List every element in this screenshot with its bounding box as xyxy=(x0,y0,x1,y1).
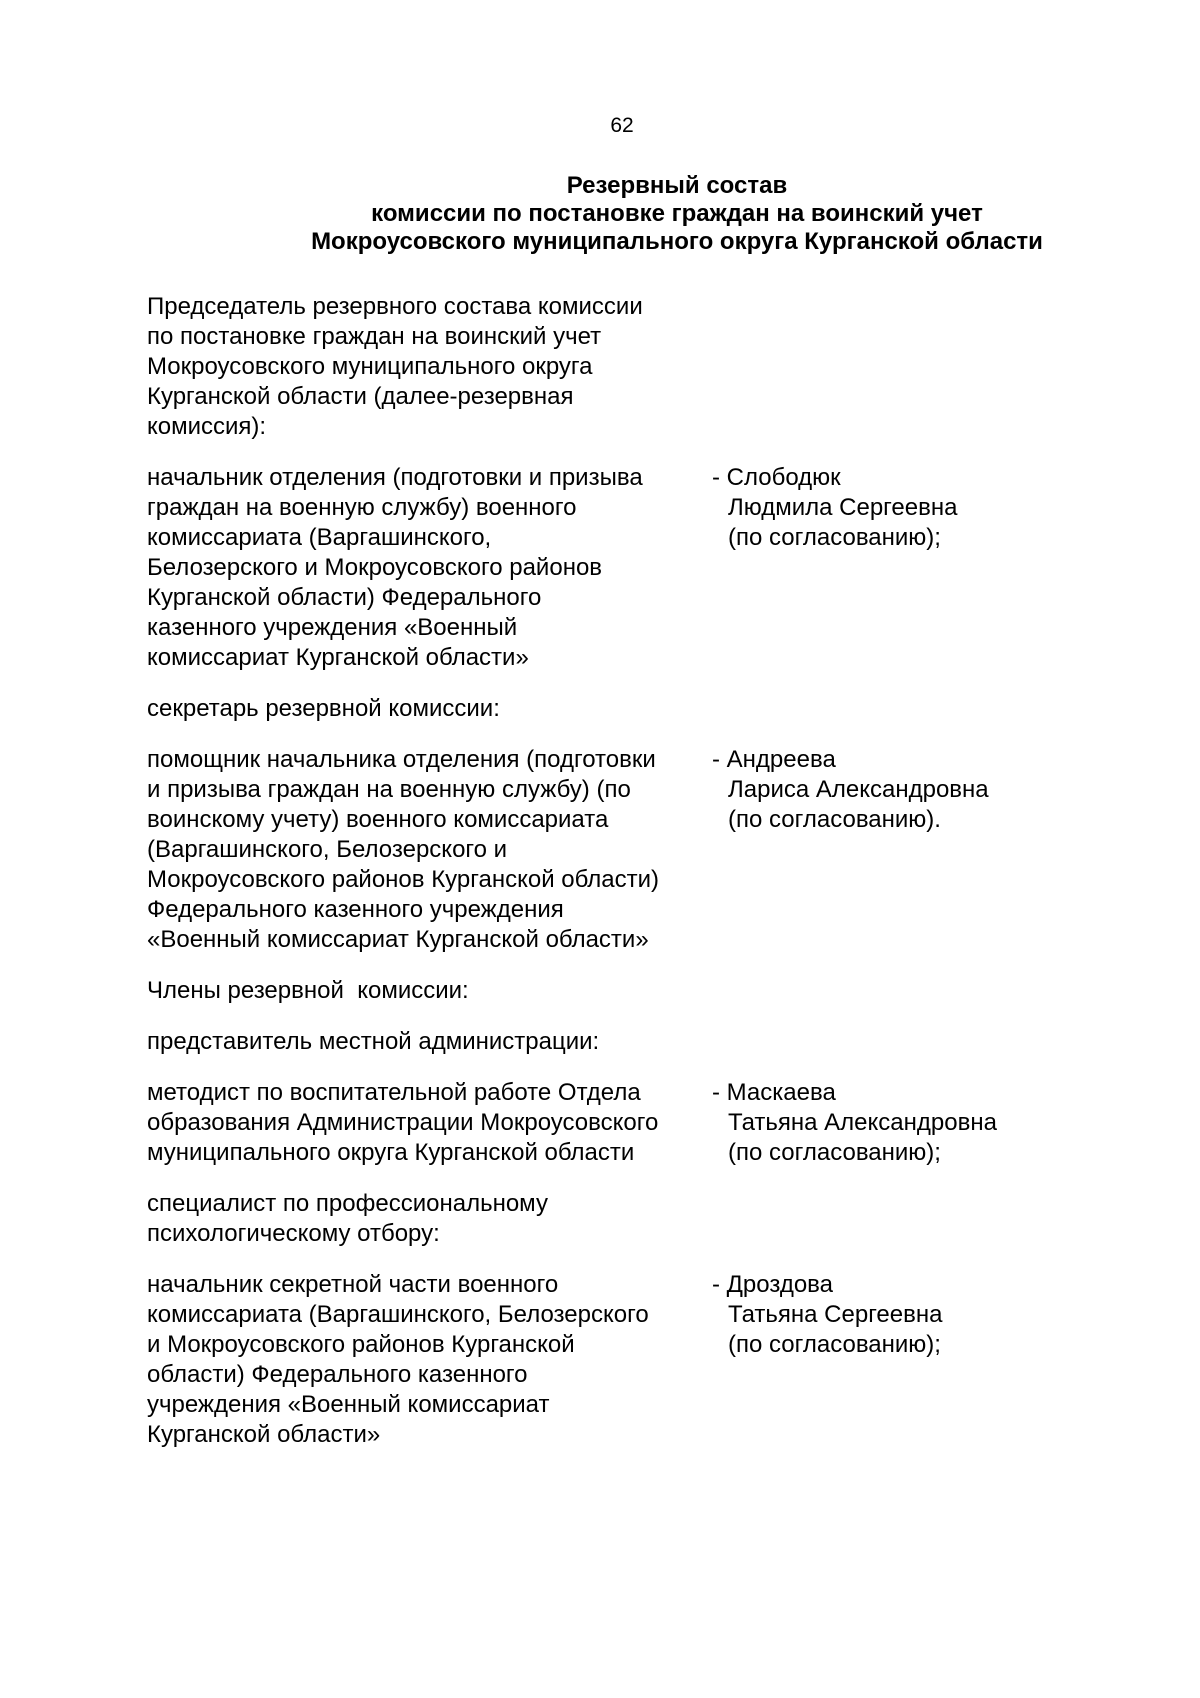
member-person xyxy=(712,1270,1047,1450)
person-surname: - Слободюк xyxy=(712,464,841,491)
person-name: Татьяна Сергеевна xyxy=(728,1301,943,1328)
person-name: Лариса Александровна xyxy=(728,776,989,803)
title-line: комиссии по постановке граждан на воинский учет xyxy=(371,200,983,227)
person-note: (по согласованию); xyxy=(728,1139,941,1166)
text-line: учреждения «Военный комиссариат xyxy=(147,1391,550,1418)
text-line: муниципального округа Курганской области xyxy=(147,1139,635,1166)
text-line: комиссия): xyxy=(147,413,267,440)
secretary-role xyxy=(147,745,712,955)
chairman-heading xyxy=(147,292,1047,442)
secretary-entry xyxy=(147,745,1047,955)
text-line: методист по воспитательной работе Отдела xyxy=(147,1079,641,1106)
secretary-heading: секретарь резервной комиссии: xyxy=(147,695,500,722)
text-line: Курганской области (далее-резервная xyxy=(147,383,574,410)
chairman-person xyxy=(712,463,1047,673)
person-surname: - Маскаева xyxy=(712,1079,836,1106)
chairman-entry xyxy=(147,463,1047,673)
person-name: Татьяна Александровна xyxy=(728,1109,997,1136)
text-line: (Варгашинского, Белозерского и xyxy=(147,836,508,863)
chairman-role xyxy=(147,463,712,673)
text-line: комиссариата (Варгашинского, xyxy=(147,524,492,551)
person-note: (по согласованию). xyxy=(728,806,941,833)
text-line: начальник отделения (подготовки и призыва xyxy=(147,464,643,491)
text-line: начальник секретной части военного xyxy=(147,1271,559,1298)
text-line: по постановке граждан на воинский учет xyxy=(147,323,602,350)
text-line: Курганской области» xyxy=(147,1421,381,1448)
text-line: казенного учреждения «Военный xyxy=(147,614,518,641)
title-line: Резервный состав xyxy=(566,172,788,199)
text-line: психологическому отбору: xyxy=(147,1220,440,1247)
text-line: Мокроусовского муниципального округа xyxy=(147,353,593,380)
text-line: специалист по профессиональному xyxy=(147,1190,548,1217)
psych-heading xyxy=(147,1189,1047,1249)
member-role xyxy=(147,1078,712,1168)
members-heading: Члены резервной комиссии: xyxy=(147,977,469,1004)
person-note: (по согласованию); xyxy=(728,1331,941,1358)
text-line: комиссариат Курганской области» xyxy=(147,644,529,671)
text-line: комиссариата (Варгашинского, Белозерского xyxy=(147,1301,649,1328)
text-line: «Военный комиссариат Курганской области» xyxy=(147,926,649,953)
text-line: и Мокроусовского районов Курганской xyxy=(147,1331,575,1358)
text-line: и призыва граждан на военную службу) (по xyxy=(147,776,631,803)
text-line: образования Администрации Мокроусовского xyxy=(147,1109,659,1136)
person-name: Людмила Сергеевна xyxy=(728,494,958,521)
text-line: Мокроусовского районов Курганской области) xyxy=(147,866,660,893)
text-line: помощник начальника отделения (подготовки xyxy=(147,746,656,773)
person-surname: - Дроздова xyxy=(712,1271,833,1298)
text-line: Курганской области) Федерального xyxy=(147,584,542,611)
local-admin-heading: представитель местной администрации: xyxy=(147,1028,600,1055)
member-entry xyxy=(147,1270,1047,1450)
person-surname: - Андреева xyxy=(712,746,836,773)
secretary-person xyxy=(712,745,1047,955)
text-line: Белозерского и Мокроусовского районов xyxy=(147,554,603,581)
text-line: Председатель резервного состава комиссии xyxy=(147,293,643,320)
text-line: воинскому учету) военного комиссариата xyxy=(147,806,609,833)
text-line: Федерального казенного учреждения xyxy=(147,896,564,923)
text-line: области) Федерального казенного xyxy=(147,1361,528,1388)
member-person xyxy=(712,1078,1047,1168)
document-body xyxy=(147,292,1047,1471)
member-role xyxy=(147,1270,712,1450)
member-entry xyxy=(147,1078,1047,1168)
document-title xyxy=(150,172,1160,256)
person-note: (по согласованию); xyxy=(728,524,941,551)
page-number: 62 xyxy=(610,114,634,137)
title-line: Мокроусовского муниципального округа Курганской области xyxy=(311,228,1043,255)
text-line: граждан на военную службу) военного xyxy=(147,494,577,521)
